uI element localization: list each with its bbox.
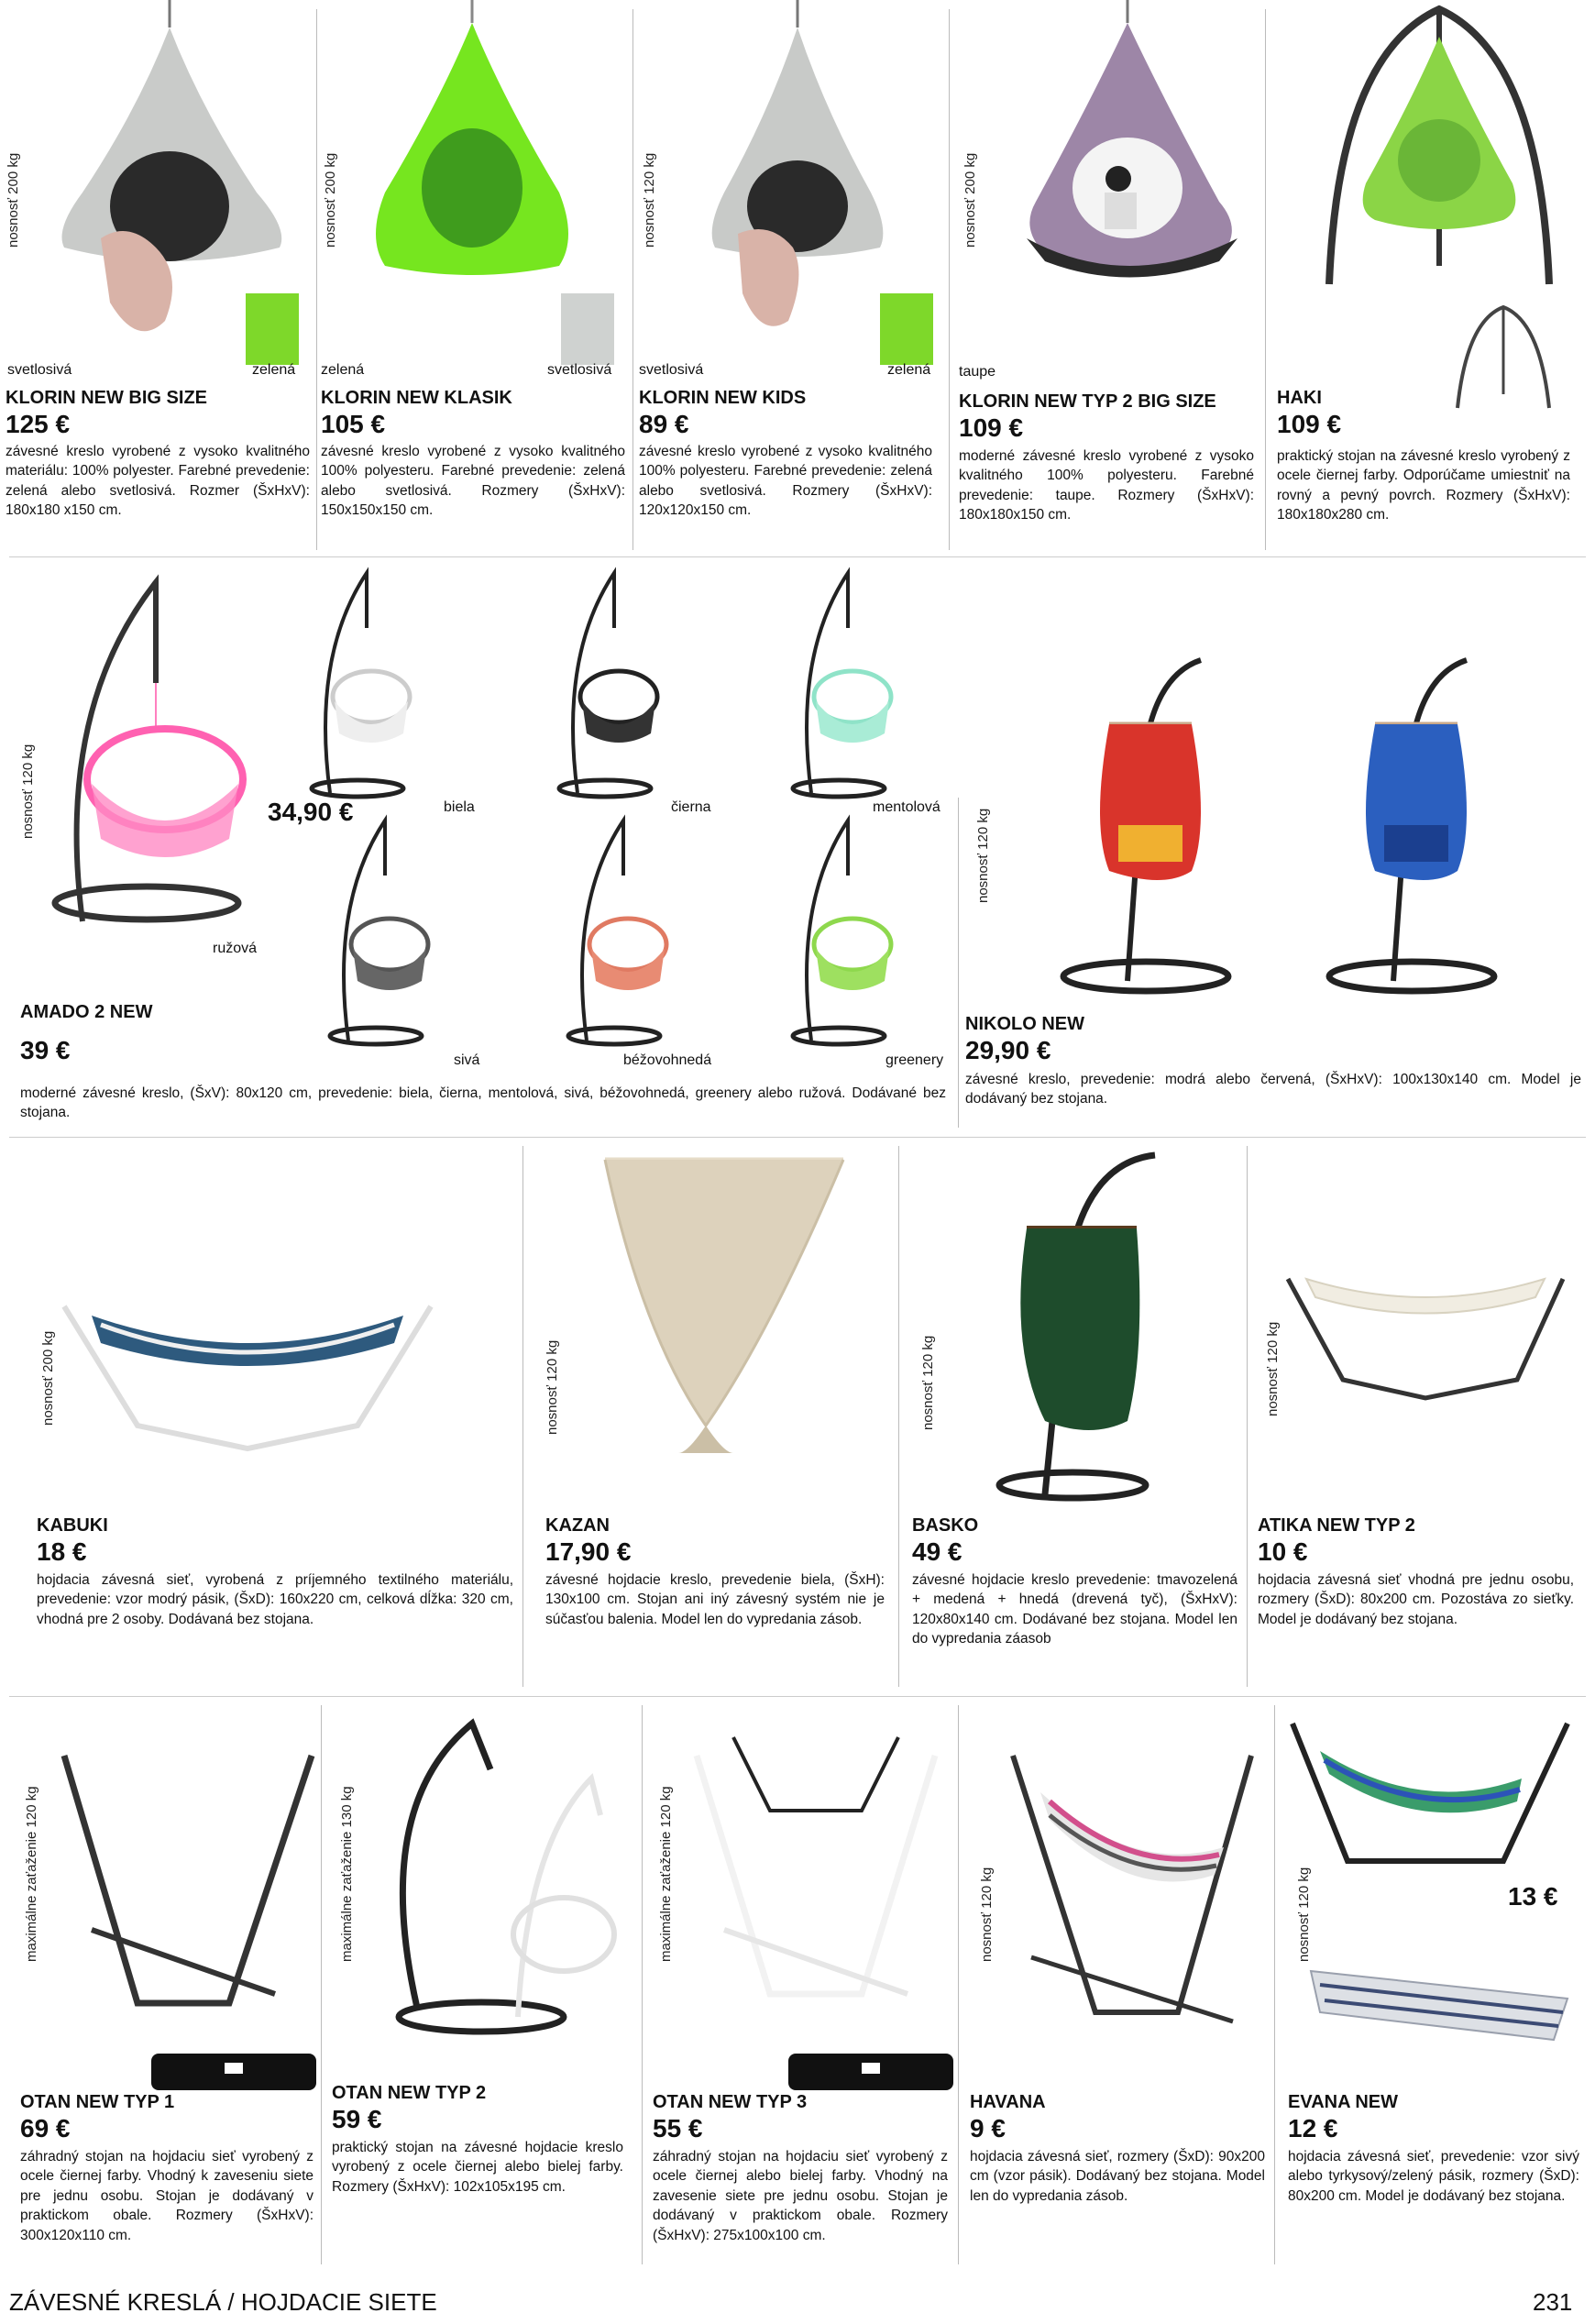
capacity-label: nosnosť 200 kg bbox=[323, 152, 338, 248]
product-name: EVANA NEW bbox=[1288, 2092, 1398, 2112]
product-description: hojdacia závesná sieť, rozmery (ŠxD): 90x200 cm (vzor pásik). Dodávaný bez stojana. Model len do vypredania zásob. bbox=[970, 2149, 1265, 2204]
color-label: biela bbox=[444, 799, 475, 815]
color-label: béžovohnedá bbox=[623, 1052, 712, 1068]
product-price: 39 € bbox=[20, 1036, 71, 1064]
product-name: HAKI bbox=[1277, 388, 1322, 408]
product-name: NIKOLO NEW bbox=[965, 1014, 1084, 1034]
product-description: záhradný stojan na hojdaciu sieť vyrobený z ocele čiernej alebo bielej farby. Vhodný na zavesenie siete pre jednu osobu. Stojan je dodávaný v praktickom obale. Rozmery (ŠxHxV): 275x100x100 cm. bbox=[653, 2149, 948, 2243]
stand-with-chair-image bbox=[1302, 0, 1577, 303]
divider bbox=[9, 1137, 1586, 1138]
product-description: praktický stojan na závesné hojdacie kreslo vyrobený z ocele čiernej alebo bielej farby. Rozmery (ŠxHxV): 102x105x195 cm. bbox=[332, 2140, 623, 2195]
hammock-with-stand-image bbox=[64, 1288, 495, 1453]
product-name: KLORIN NEW KLASIK bbox=[321, 388, 512, 408]
hammock-with-stand-image bbox=[1288, 1261, 1581, 1407]
capacity-label: nosnosť 120 kg bbox=[979, 1867, 995, 1962]
blue-hanging-chair-image bbox=[1320, 642, 1522, 990]
product-description: záhradný stojan na hojdaciu sieť vyrobený z ocele čiernej farby. Vhodný k zaveseniu siete pre jednu osobu. Stojan je dodávaný v praktickom obale. Rozmery (ŠxHxV): 300x120x110 cm. bbox=[20, 2149, 314, 2243]
color-label: taupe bbox=[959, 364, 996, 380]
grey-hanging-chair-image bbox=[321, 811, 431, 1050]
product-description: hojdacia závesná sieť, vyrobená z príjemného textilného materiálu, prevedenie: vzor modrý pásik, (ŠxD): 160x220 cm, celková dĺžka: 320 cm, vhodná pre 2 osoby. Dodávaná bez stojana. bbox=[37, 1572, 513, 1627]
product-name: BASKO bbox=[912, 1515, 979, 1536]
color-label: čierna bbox=[671, 799, 711, 815]
stand-image bbox=[1448, 303, 1558, 413]
product-description: závesné kreslo, prevedenie: modrá alebo červená, (ŠxHxV): 100x130x140 cm. Model je dodávaný bez stojana. bbox=[965, 1072, 1581, 1107]
product-price: 9 € bbox=[970, 2114, 1006, 2142]
divider bbox=[522, 1146, 523, 1687]
capacity-label: nosnosť 120 kg bbox=[20, 743, 36, 839]
capacity-label: maximálne zaťaženie 120 kg bbox=[24, 1786, 39, 1962]
product-name: OTAN NEW TYP 2 bbox=[332, 2083, 487, 2103]
divider bbox=[949, 9, 950, 550]
capacity-label: nosnosť 120 kg bbox=[975, 808, 991, 903]
product-description: moderné závesné kreslo, (ŠxV): 80x120 cm, prevedenie: biela, čierna, mentolová, sivá, béžovohnedá, greenery alebo ružová. Dodávané bez stojana. bbox=[20, 1085, 946, 1121]
product-price: 17,90 € bbox=[545, 1537, 632, 1566]
product-price: 89 € bbox=[639, 410, 689, 438]
product-price: 105 € bbox=[321, 410, 386, 438]
hammock-with-stand-image bbox=[995, 1746, 1270, 2031]
product-name: OTAN NEW TYP 1 bbox=[20, 2092, 175, 2112]
product-description: hojdacia závesná sieť, prevedenie: vzor sivý alebo tyrkysový/zelený pásik, rozmery (ŠxD): 80x200 cm. Model je dodávaný bez stojana. bbox=[1288, 2149, 1579, 2204]
capacity-label: nosnosť 200 kg bbox=[6, 152, 21, 248]
black-hanging-chair-image bbox=[550, 564, 660, 802]
color-label: sivá bbox=[454, 1052, 480, 1068]
grey-hammock-image bbox=[1302, 1962, 1577, 2044]
product-description: hojdacia závesná sieť vhodná pre jednu osobu, rozmery (ŠxD): 80x200 cm. Pozostáva zo sieťky. Model je dodávaný bez stojana. bbox=[1258, 1572, 1574, 1627]
product-description: závesné kreslo vyrobené z vysoko kvalitného materiálu: 100% polyester. Farebné prevedenie: zelená alebo svetlosivá. Rozmer (ŠxHxV): 180x180 x150 cm. bbox=[6, 444, 310, 519]
hammock-stand-image bbox=[46, 1746, 321, 2021]
carry-bag-image bbox=[788, 2049, 953, 2095]
product-name: ATIKA NEW TYP 2 bbox=[1258, 1515, 1415, 1536]
greenery-hanging-chair-image bbox=[784, 811, 894, 1050]
product-description: závesné hojdacie kreslo prevedenie: tmavozelená + medená + hnedá (drevená tyč), (ŠxHxV): 120x80x140 cm. Dodávané bez stojana. Model len do vypredania záasob bbox=[912, 1572, 1238, 1647]
hammock-stand-image bbox=[678, 1737, 953, 2012]
product-price: 12 € bbox=[1288, 2114, 1338, 2142]
pink-hanging-chair-image bbox=[46, 564, 257, 931]
capacity-label: maximálne zaťaženie 120 kg bbox=[658, 1786, 674, 1962]
red-hanging-chair-image bbox=[1054, 642, 1256, 990]
product-price: 109 € bbox=[1277, 410, 1342, 438]
color-label: svetlosivá bbox=[7, 362, 72, 378]
mint-hanging-chair-image bbox=[784, 564, 894, 802]
product-description: praktický stojan na závesné kreslo vyrobený z ocele čiernej farby. Odporúčame umiestniť na rovný a pevný povrch. Rozmery (ŠxHxV): 180x180x280 cm. bbox=[1277, 448, 1570, 523]
divider bbox=[958, 1705, 959, 2264]
product-price: 29,90 € bbox=[965, 1036, 1051, 1064]
product-price: 55 € bbox=[653, 2114, 703, 2142]
green-swatch bbox=[880, 293, 933, 365]
divider bbox=[321, 1705, 322, 2264]
product-name: KLORIN NEW KIDS bbox=[639, 388, 807, 408]
capacity-label: nosnosť 120 kg bbox=[1265, 1321, 1281, 1416]
capacity-label: nosnosť 120 kg bbox=[544, 1339, 560, 1435]
product-name: OTAN NEW TYP 3 bbox=[653, 2092, 808, 2112]
page-number: 231 bbox=[1533, 2288, 1573, 2316]
product-name: HAVANA bbox=[970, 2092, 1046, 2112]
capacity-label: nosnosť 120 kg bbox=[1296, 1867, 1312, 1962]
product-name: KAZAN bbox=[545, 1515, 610, 1536]
divider bbox=[9, 1696, 1586, 1697]
product-price: 18 € bbox=[37, 1537, 87, 1566]
product-price: 69 € bbox=[20, 2114, 71, 2142]
color-label: ružová bbox=[213, 941, 258, 956]
product-price: 59 € bbox=[332, 2105, 382, 2133]
alt-price: 13 € bbox=[1508, 1882, 1558, 1911]
divider bbox=[1247, 1146, 1248, 1687]
hanging-chair-image bbox=[339, 0, 623, 293]
product-price: 125 € bbox=[6, 410, 71, 438]
capacity-label: nosnosť 120 kg bbox=[642, 152, 657, 248]
capacity-label: nosnosť 200 kg bbox=[962, 152, 978, 248]
product-price: 49 € bbox=[912, 1537, 962, 1566]
product-description: závesné kreslo vyrobené z vysoko kvalitného 100% polyesteru. Farebné prevedenie: zelená alebo svetlosivá. Rozmery (ŠxHxV): 150x150x150 cm. bbox=[321, 444, 625, 519]
divider bbox=[1265, 9, 1266, 550]
stand-price: 34,90 € bbox=[268, 798, 354, 826]
product-description: závesné hojdacie kreslo, prevedenie biela, (ŠxH): 130x100 cm. Stojan ani iný závesný systém nie je súčasťou balenia. Model len do vypredania zásob. bbox=[545, 1572, 885, 1627]
divider bbox=[898, 1146, 899, 1687]
footer-title: ZÁVESNÉ KRESLÁ / HOJDACIE SIETE bbox=[9, 2288, 437, 2316]
product-description: moderné závesné kreslo vyrobené z vysoko kvalitného 100% polyesteru. Farebné prevedenie: taupe. Rozmery (ŠxHxV): 180x180x150 cm. bbox=[959, 448, 1254, 523]
color-label: zelená bbox=[321, 362, 365, 378]
color-label: svetlosivá bbox=[639, 362, 704, 378]
product-price: 109 € bbox=[959, 413, 1024, 442]
chair-stand-image bbox=[353, 1714, 628, 2044]
hanging-chair-image bbox=[990, 0, 1265, 293]
divider bbox=[9, 556, 1586, 557]
divider bbox=[632, 9, 633, 550]
beige-hanging-chair-image bbox=[559, 811, 669, 1050]
color-label: zelená bbox=[252, 362, 296, 378]
product-price: 10 € bbox=[1258, 1537, 1308, 1566]
white-hanging-chair-image bbox=[302, 564, 412, 802]
green-swatch bbox=[246, 293, 299, 365]
divider bbox=[958, 798, 959, 1128]
product-name: KLORIN NEW TYP 2 BIG SIZE bbox=[959, 391, 1216, 412]
product-name: KLORIN NEW BIG SIZE bbox=[6, 388, 207, 408]
color-label: svetlosivá bbox=[547, 362, 612, 378]
color-label: zelená bbox=[887, 362, 931, 378]
hanging-chair-image bbox=[587, 1151, 862, 1453]
hanging-chair-image bbox=[990, 1146, 1201, 1503]
capacity-label: nosnosť 200 kg bbox=[40, 1330, 56, 1426]
color-label: greenery bbox=[886, 1052, 944, 1068]
divider bbox=[1274, 1705, 1275, 2264]
grey-swatch bbox=[561, 293, 614, 365]
hammock-with-stand-image bbox=[1292, 1714, 1568, 1879]
capacity-label: maximálne zaťaženie 130 kg bbox=[339, 1786, 355, 1962]
product-name: KABUKI bbox=[37, 1515, 108, 1536]
product-name: AMADO 2 NEW bbox=[20, 1002, 153, 1022]
divider bbox=[642, 1705, 643, 2264]
product-description: závesné kreslo vyrobené z vysoko kvalitného 100% polyesteru. Farebné prevedenie: zelená alebo svetlosivá. Rozmery (ŠxHxV): 120x120x150 cm. bbox=[639, 444, 932, 519]
capacity-label: nosnosť 120 kg bbox=[920, 1335, 936, 1430]
color-label: mentolová bbox=[873, 799, 940, 815]
carry-bag-image bbox=[151, 2049, 316, 2095]
